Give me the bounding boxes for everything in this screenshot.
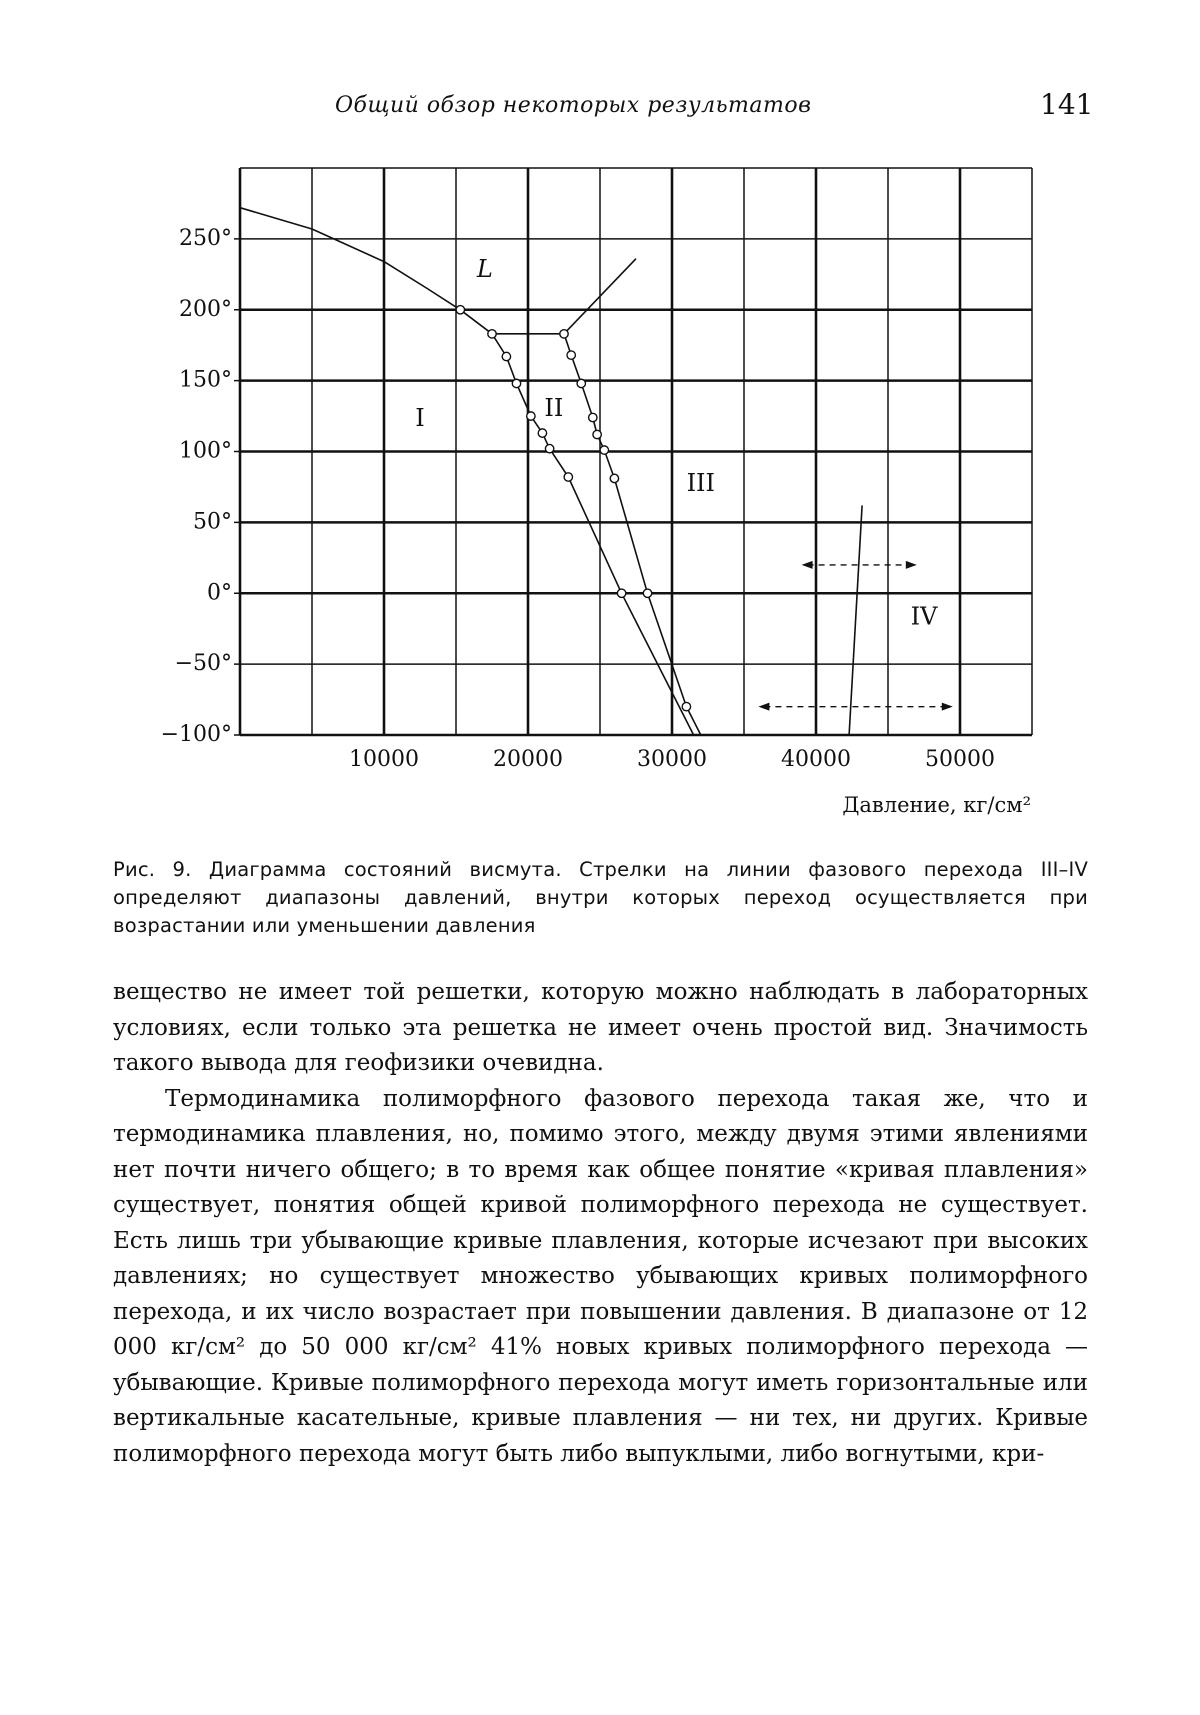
data-point: [643, 589, 651, 597]
arrowhead-left: [802, 561, 813, 569]
chart-markers: [456, 306, 690, 711]
phase-region-label: III: [686, 469, 716, 498]
y-tick-label: 150°: [179, 367, 232, 393]
series-line-iii-iv-boundary: [849, 505, 862, 735]
data-point: [593, 430, 601, 438]
phase-region-label: L: [476, 255, 493, 284]
body-text: [113, 975, 1088, 1472]
data-point: [682, 702, 690, 710]
data-point: [456, 306, 464, 314]
arrowhead-left: [758, 703, 769, 711]
y-tick-label: 50°: [193, 509, 232, 535]
data-point: [589, 413, 597, 421]
y-tick-label: 100°: [179, 438, 232, 464]
running-title: Общий обзор некоторых результатов: [335, 93, 812, 118]
phase-region-label: IV: [910, 602, 938, 631]
data-point: [488, 330, 496, 338]
figure-caption: Рис. 9. Диаграмма состояний висмута. Стрелки на линии фазового перехода III–IV определяют диапазоны давлений, внутри которых переход осуществляется при возрастании или уменьшении давления: [113, 858, 1088, 937]
y-tick-label: 250°: [179, 225, 232, 251]
data-point: [502, 352, 510, 360]
phase-region-label: II: [544, 394, 564, 423]
x-axis-title: Давление, кг/см²: [842, 793, 1031, 817]
body-paragraph: вещество не имеет той решетки, которую можно наблюдать в лабораторных условиях, если только эта решетка не имеет очень простой вид. Значимость такого вывода для геофизики очевидна.: [113, 979, 1088, 1076]
x-tick-label: 10000: [349, 747, 419, 772]
arrowhead-right: [906, 561, 917, 569]
x-tick-label: 50000: [925, 747, 995, 772]
body-paragraph: Термодинамика полиморфного фазового перехода такая же, что и термодинамика плавления, но, помимо этого, между двумя этими явлениями нет почти ничего общего; в то время как общее понятие «кривая плавления» существует, понятия общей кривой полиморфного перехода не существует. Есть лишь три убывающие кривые плавления, которые исчезают при высоких давлениях; но существует множество убывающих кривых полиморфного перехода, и их число возрастает при повышении давления. В диапазоне от 12 000 кг/см² до 50 000 кг/см² 41% новых кривых полиморфного перехода — убывающие. Кривые полиморфного перехода могут иметь горизонтальные или вертикальные касательные, кривые плавления — ни тех, ни других. Кривые полиморфного перехода могут быть либо выпуклыми, либо вогнутыми, кри-: [113, 1085, 1088, 1467]
data-point: [560, 330, 568, 338]
data-point: [617, 589, 625, 597]
data-point: [564, 473, 572, 481]
chart-grid: [234, 168, 1032, 735]
data-point: [538, 429, 546, 437]
phase-region-label: I: [415, 403, 425, 432]
data-point: [512, 379, 520, 387]
y-tick-label: −50°: [174, 651, 232, 677]
y-tick-label: −100°: [160, 722, 232, 747]
data-point: [577, 379, 585, 387]
series-line-melting-curve: [240, 208, 492, 334]
series-line-ii-iii-boundary: [564, 334, 701, 735]
x-tick-label: 40000: [781, 747, 851, 772]
y-tick-label: 0°: [207, 580, 232, 606]
x-tick-label: 30000: [637, 747, 707, 772]
page-number: 141: [1040, 88, 1094, 121]
chart-curves: [240, 208, 862, 735]
chart-arrows: [758, 561, 952, 711]
arrowhead-right: [942, 703, 953, 711]
data-point: [567, 351, 575, 359]
data-point: [527, 412, 535, 420]
series-line-i-ii-boundary: [492, 334, 694, 735]
y-tick-label: 200°: [179, 296, 232, 322]
x-tick-label: 20000: [493, 747, 563, 772]
data-point: [610, 474, 618, 482]
bismuth-phase-diagram: [0, 0, 1200, 840]
data-point: [600, 446, 608, 454]
data-point: [545, 444, 553, 452]
